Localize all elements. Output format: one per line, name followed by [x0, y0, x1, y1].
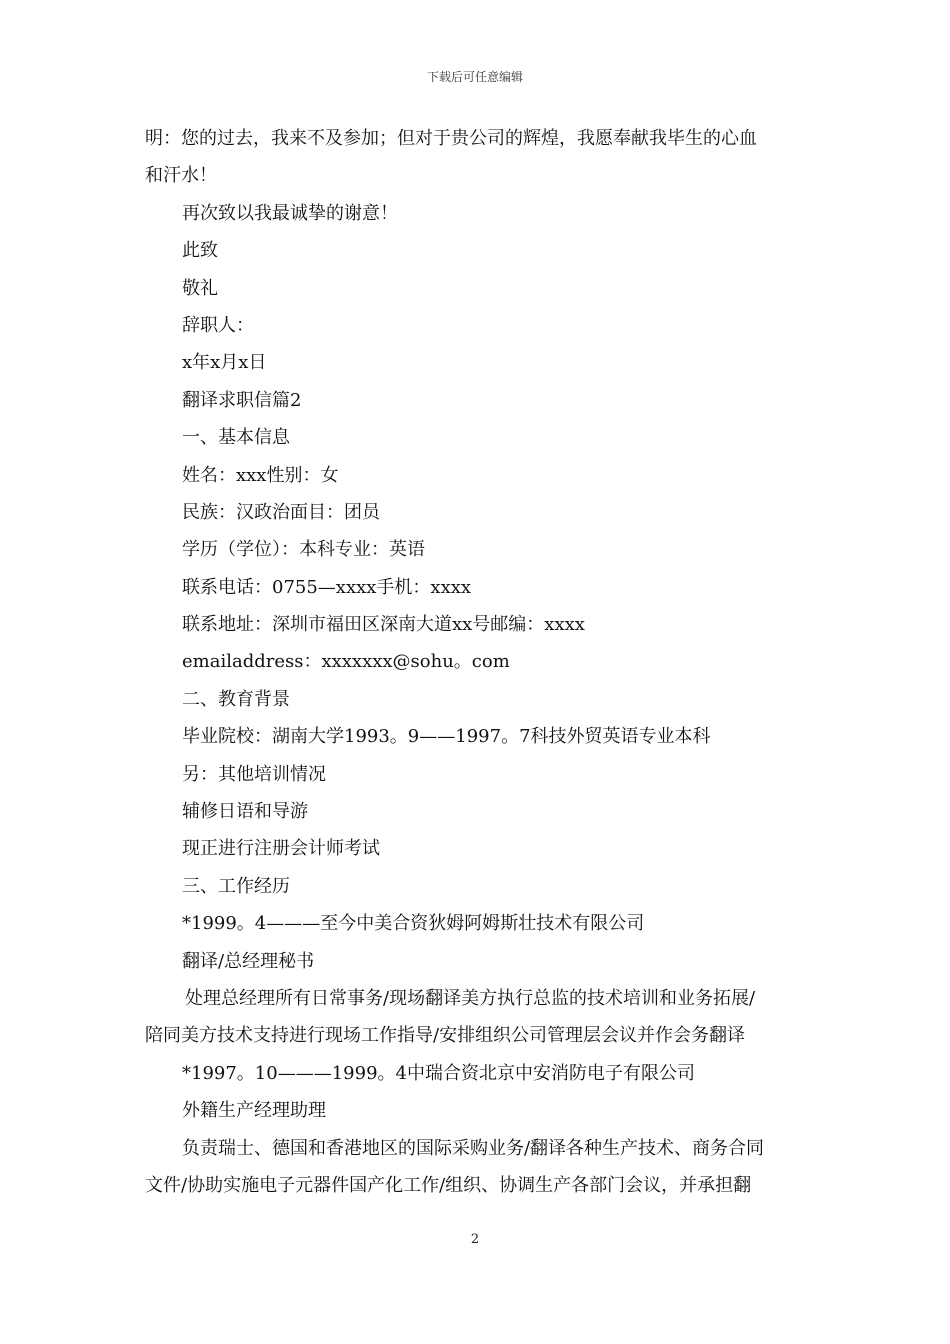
- text-line: 再次致以我最诚挚的谢意！: [182, 202, 398, 224]
- text-line: 负责瑞士、德国和香港地区的国际采购业务/翻译各种生产技术、商务合同: [182, 1137, 765, 1159]
- text-line: 此致: [182, 240, 218, 262]
- text-line: 陪同美方技术支持进行现场工作指导/安排组织公司管理层会议并作会务翻译: [145, 1025, 746, 1047]
- text-line: 民族：汉政治面目：团员: [182, 501, 380, 523]
- text-line: 文件/协助实施电子元器件国产化工作/组织、协调生产各部门会议，并承担翻: [145, 1174, 752, 1196]
- page-header: 下载后可任意编辑: [426, 70, 523, 84]
- text-line: 毕业院校：湖南大学1993。9——1997。7科技外贸英语专业本科: [182, 726, 711, 748]
- page-number: 2: [470, 1232, 480, 1247]
- text-line: 辅修日语和导游: [182, 801, 308, 823]
- text-line: 联系电话：0755—xxxx手机：xxxx: [182, 576, 472, 598]
- text-line: *1997。10———1999。4中瑞合资北京中安消防电子有限公司: [182, 1062, 695, 1084]
- text-line: 一、基本信息: [182, 427, 290, 449]
- text-line: 翻译/总经理秘书: [182, 950, 315, 972]
- text-line: x年x月x日: [182, 352, 267, 374]
- text-line: 敬礼: [182, 277, 218, 299]
- text-line: 姓名：xxx性别：女: [182, 464, 339, 486]
- text-line: 联系地址：深圳市福田区深南大道xx号邮编：xxxx: [182, 614, 585, 636]
- text-line: 外籍生产经理助理: [182, 1100, 326, 1122]
- text-line: 辞职人：: [182, 314, 254, 336]
- text-line: emailaddress：xxxxxxx@sohu。com: [182, 651, 510, 673]
- document-body: [145, 120, 810, 1204]
- text-line: 学历（学位）：本科专业：英语: [182, 539, 425, 561]
- text-line: 翻译求职信篇2: [182, 389, 302, 411]
- text-line: 另：其他培训情况: [182, 763, 326, 785]
- text-line: 三、工作经历: [182, 875, 290, 897]
- text-line: 处理总经理所有日常事务/现场翻译美方执行总监的技术培训和业务拓展/: [185, 987, 756, 1009]
- text-line: 明：您的过去，我来不及参加；但对于贵公司的辉煌，我愿奉献我毕生的心血: [145, 128, 757, 149]
- text-line: 和汗水！: [145, 165, 217, 187]
- text-line: 二、教育背景: [182, 688, 290, 710]
- text-line: 现正进行注册会计师考试: [182, 838, 380, 860]
- text-line: *1999。4———至今中美合资狄姆阿姆斯壮技术有限公司: [182, 913, 645, 935]
